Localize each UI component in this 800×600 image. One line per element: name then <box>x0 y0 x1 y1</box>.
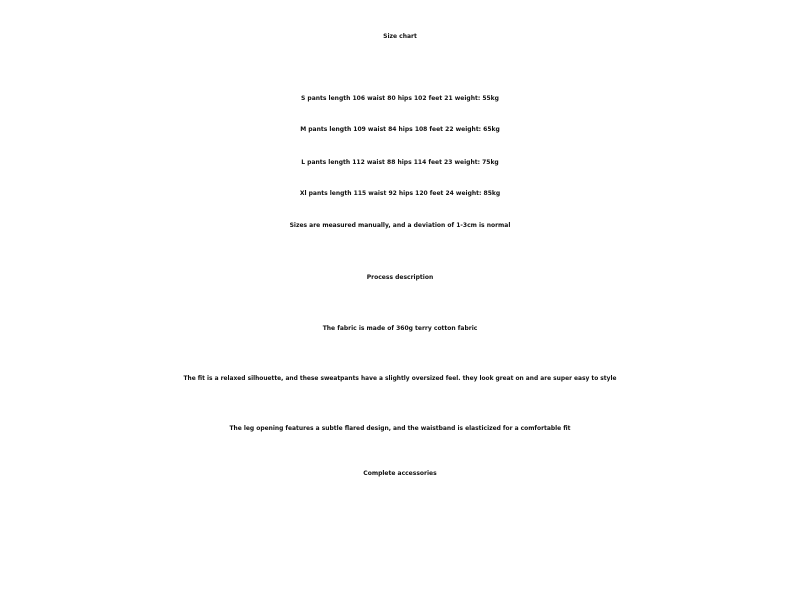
size-xl-row: Xl pants length 115 waist 92 hips 120 feet 24 weight: 85kg <box>299 190 501 197</box>
accessories-note: Complete accessories <box>363 470 437 477</box>
process-description-heading: Process description <box>366 274 434 281</box>
leg-opening-description: The leg opening features a subtle flared design, and the waistband is elasticized for a comfortable fit <box>229 425 571 432</box>
fabric-description: The fabric is made of 360g terry cotton fabric <box>322 325 478 332</box>
size-l-row: L pants length 112 waist 88 hips 114 feet 23 weight: 75kg <box>301 159 499 166</box>
size-s-row: S pants length 106 waist 80 hips 102 feet 21 weight: 55kg <box>301 95 499 102</box>
size-m-row: M pants length 109 waist 84 hips 108 feet 22 weight: 65kg <box>300 126 500 133</box>
page-title: Size chart <box>383 33 417 40</box>
measurement-note: Sizes are measured manually, and a deviation of 1-3cm is normal <box>289 222 511 229</box>
fit-description: The fit is a relaxed silhouette, and these sweatpants have a slightly oversized feel. they look great on and are super easy to style <box>183 376 617 382</box>
